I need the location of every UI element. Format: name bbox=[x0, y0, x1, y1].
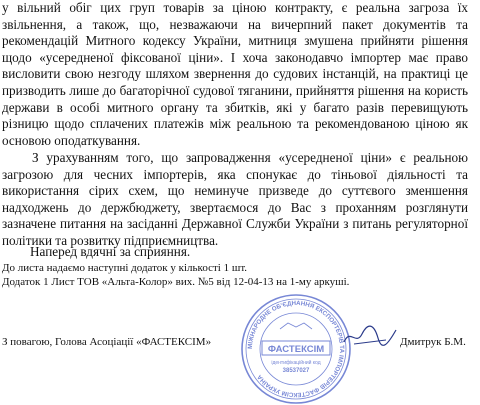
attachment-item: Додаток 1 Лист ТОВ «Альта-Колор» вих. №5 від 12-04-13 на 1-му аркуші. bbox=[2, 276, 350, 288]
official-stamp bbox=[240, 293, 352, 405]
handwritten-signature bbox=[340, 320, 400, 350]
closing-thanks: Наперед вдячні за сприяння. bbox=[30, 244, 191, 259]
signature-closing: З повагою, Голова Асоціації «ФАСТЕКСІМ» bbox=[2, 336, 212, 348]
stamp-inner-text: ідентифікаційний код bbox=[271, 360, 321, 366]
attachment-note: До листа надаємо наступні додаток у кількості 1 шт. bbox=[2, 262, 248, 274]
stamp-code: 38537027 bbox=[282, 368, 310, 374]
stamp-center-text: ФАСТЕКСІМ bbox=[267, 344, 325, 355]
letter-paragraph-2: З урахуванням того, що запровадження «усередненої ціни» є реальною загрозою для чесних імпортерів, яка спонукає до тіньової діяльності та використання сірих схем, що неминуче призведе до суттєвого зменшення надходжень до держбюджету, звертаємося до Вас з проханням розглянути зазначене питання на засіданні Державної Служби України з питань регуляторної політики та розвитку підприємництва. bbox=[2, 150, 468, 248]
signer-name: Дмитрук Б.М. bbox=[400, 336, 466, 348]
letter-paragraph-1: у вільний обіг цих груп товарів за ціною контракту, є реальна загроза їх звільнення, а також, що, незважаючи на вичерпний пакет документів та рекомендацій Митного кодексу України, митниця змушена прийняти рішення щодо «усередненої фіксованої ціни». І хоча законодавчо імпортер має право висловити свою незгоду шляхом звернення до судових інстанцій, на практиці це призводить лише до багаторічної судової тяганини, прийняття рішення на користь держави в особі митного органу та збитків, які у багато разів перевищують різницю щодо сплачених платежів між реальною та рекомендованою ціною як основою оподаткування. bbox=[2, 0, 468, 148]
stamp-ring-text: МІЖНАРОДНЕ ОБ'ЄДНАННЯ ЕКСПОРТЕРІВ ТА ІМПОРТЕРІВ ФАСТЕКСІМ УКРАЇНА bbox=[246, 299, 346, 399]
